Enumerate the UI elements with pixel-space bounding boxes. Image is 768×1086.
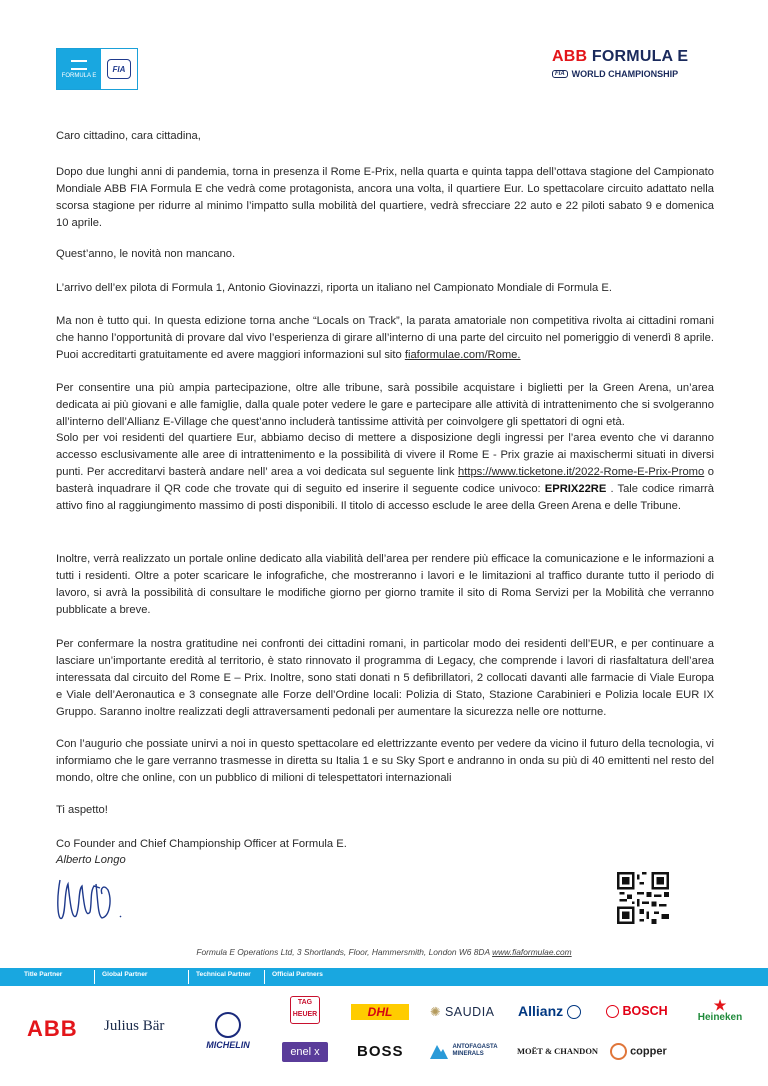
moet-chandon-logo: MOËT & CHANDON (517, 1046, 599, 1056)
formula-e-logo (57, 49, 101, 89)
dhl-logo: DHL (351, 1004, 409, 1020)
bosch-armature-icon (606, 1005, 619, 1018)
ticketone-link[interactable]: https://www.ticketone.it/2022-Rome-E-Prix-Promo (458, 466, 705, 478)
closing: Ti aspetto! (56, 804, 108, 816)
formula-e-fia-logo (56, 48, 138, 90)
paragraph-8: Con l’augurio che possiate unirvi a noi in questo spettacolare ed elettrizzante evento per vedere da vicino il futuro della tecnologia, vi informiamo che le gare verranno trasmesse in diretta su Italia 1 e su Sky Sport e andranno in onda su più di 40 emittenti nel resto del mondo, oltre che online, con un pubblico di milioni di telespettatori internazionali (56, 738, 714, 784)
signature-icon (54, 872, 126, 928)
signer-role: Co Founder and Chief Championship Officer at Formula E. (56, 838, 347, 850)
heineken-text: Heineken (697, 1012, 743, 1023)
paragraph-5 (56, 380, 714, 431)
tag-heuer-logo: TAG HEUER (290, 996, 320, 1024)
formula-e-text: FORMULA E (591, 48, 689, 65)
michelin-man-icon (215, 1012, 241, 1038)
footer-address-text: Formula E Operations Ltd, 3 Shortlands, Floor, Hammersmith, London W6 8DA (196, 947, 490, 957)
saudia-text: SAUDIA (444, 1005, 495, 1019)
partner-strip (0, 968, 768, 986)
footer-address (0, 947, 768, 957)
heineken-star-icon: ★ (713, 997, 727, 1013)
fia-logo: FIA (107, 59, 131, 79)
qr-code-icon[interactable] (617, 872, 669, 924)
julius-baer-logo: Julius Bär (104, 1018, 165, 1034)
footer-website-link[interactable]: www.fiaformulae.com (492, 947, 572, 957)
paragraph-4 (56, 313, 714, 364)
copper-logo (610, 1043, 667, 1060)
paragraph-6: Inoltre, verrà realizzato un portale online dedicato alla viabilità dell’area per rendere più efficace la comunicazione e le informazioni a tutti i residenti. Oltre a poter scaricare le infografiche, che mostreranno i lavori e le limitazioni al traffico durante tutto il periodo di lavoro, si avrà la possibilità di consultare le modifiche giorno per giorno tramite il sito di Roma Servizi per la Mobilità che verranno pubblicate a breve. (56, 553, 714, 616)
allianz-logo (518, 1003, 581, 1019)
saudia-logo (430, 1004, 495, 1019)
paragraph-3: L’arrivo dell’ex pilota di Formula 1, Antonio Giovinazzi, riporta un italiano nel Campionato Mondiale di Formula E. (56, 282, 612, 294)
world-championship-text: WORLD CHAMPIONSHIP (571, 69, 679, 79)
signer-name: Alberto Longo (56, 854, 126, 866)
bosch-logo (606, 1004, 668, 1018)
fia-small-logo: FIA (552, 70, 568, 78)
formula-e-logo-text: FORMULA E (61, 72, 97, 79)
enel-x-logo: enel x (282, 1042, 328, 1062)
greeting: Caro cittadino, cara cittadina, (56, 130, 201, 142)
paragraph-5b-text: Solo per voi residenti del quartiere Eur, abbiamo deciso di mettere a disposizione degli ingressi per l’area evento che vi daranno accesso esclusivamente alle aree di intrattenimento e la possibilità di vivere il Rome E - Prix grazie ai maxischermi situati in diversi punti. Per accreditarvi basterà andare nell’ area a voi dedicata sul seguente link (56, 432, 714, 478)
paragraph-5b-end: . Tale codice rimarrà attivo fino al raggiungimento massimo di posti disponibili. Il titolo di accesso esclude le aree della Green Arena e delle Tribune. (56, 483, 715, 512)
paragraph-5b (56, 430, 714, 515)
copper-circle-icon (610, 1043, 627, 1060)
antofagasta-mountain-icon (430, 1043, 448, 1059)
strip-technical-partner: Technical Partner (196, 971, 251, 978)
michelin-logo (200, 1012, 256, 1050)
paragraph-5b-mid: o basterà inquadrare il QR code che trovate qui di seguito ed inserire il seguente codice univoco: (56, 466, 714, 495)
abb-logo: ABB (27, 1016, 78, 1041)
allianz-eagle-icon (567, 1005, 581, 1019)
strip-official-partners: Official Partners (272, 971, 323, 978)
paragraph-7: Per confermare la nostra gratitudine nei confronti dei cittadini romani, in particolar modo dei residenti dell’EUR, e per continuare a lasciare un’importante eredità al territorio, è stato rinnovato il programma di Legacy, che comprende i lavori di riasfaltatura dell’area interessata dal circuito del Rome E – Prix. Inoltre, sono stati donati n 5 defibrillatori, 2 collocati davanti alle farmacie di Viale Europa e Viale dell’Aeronautica e 3 consegnate alle Forze dell’Ordine locali: Polizia di Stato, Stazione Carabinieri e Polizia locale EUR IX Gruppo. Saranno inoltre realizzati degli attraversamenti pedonali per aumentare la sicurezza nelle ore notturne. (56, 638, 714, 718)
boss-logo: BOSS (357, 1043, 404, 1060)
copper-text: copper (630, 1045, 667, 1058)
paragraph-5-text: Per consentire una più ampia partecipazione, oltre alle tribune, sarà possibile acquistare i biglietti per la Green Arena, un’area dedicata ai più giovani e alle famiglie, dalla quale poter vedere le gare e partecipare alle attività di intrattenimento che si svolgeranno all’interno dell’Allianz E-Village che quest’anno includerà tantissime attività per coinvolgere gli spettatori di ogni età. (56, 382, 714, 428)
saudia-emblem-icon: ✺ (430, 1005, 441, 1019)
paragraph-1: Dopo due lunghi anni di pandemia, torna in presenza il Rome E-Prix, nella quarta e quinta tappa dell’ottava stagione del Campionato Mondiale ABB FIA Formula E che vedrà come protagonista, ancora una volta, il quartiere Eur. Lo spettacolare circuito adattato nella scorsa stagione per ridurre al minimo l’impatto sulla mobilità del quartiere, vedrà sfrecciare 22 auto e 22 piloti sabato 9 e domenica 10 aprile. (56, 166, 714, 229)
bosch-text: BOSCH (622, 1004, 668, 1018)
abb-formula-e-logo (552, 48, 712, 82)
allianz-text: Allianz (518, 1003, 564, 1019)
strip-title-partner: Title Partner (24, 971, 63, 978)
formula-e-mark-icon (71, 60, 87, 70)
paragraph-2: Quest’anno, le novità non mancano. (56, 248, 236, 260)
michelin-text: MICHELIN (206, 1040, 250, 1050)
heineken-logo (694, 998, 746, 1023)
fiaformulae-link[interactable]: fiaformulae.com/Rome. (404, 349, 521, 361)
promo-code: EPRIX22RE (544, 483, 607, 495)
antofagasta-logo (430, 1042, 496, 1060)
antofagasta-text: ANTOFAGASTA MINERALS (452, 1043, 498, 1057)
abb-text: ABB (552, 48, 588, 65)
paragraph-4-text: Ma non è tutto qui. In questa edizione torna anche “Locals on Track”, la parata amatoriale non competitiva rivolta ai cittadini romani che hanno l’opportunità di provare dal vivo l’esperienza di girare all’interno di una parte del circuito nel pomeriggio di venerdì 8 aprile. Puoi accreditarti gratuitamente ed avere maggiori informazioni sul sito (56, 315, 714, 361)
strip-global-partner: Global Partner (102, 971, 148, 978)
